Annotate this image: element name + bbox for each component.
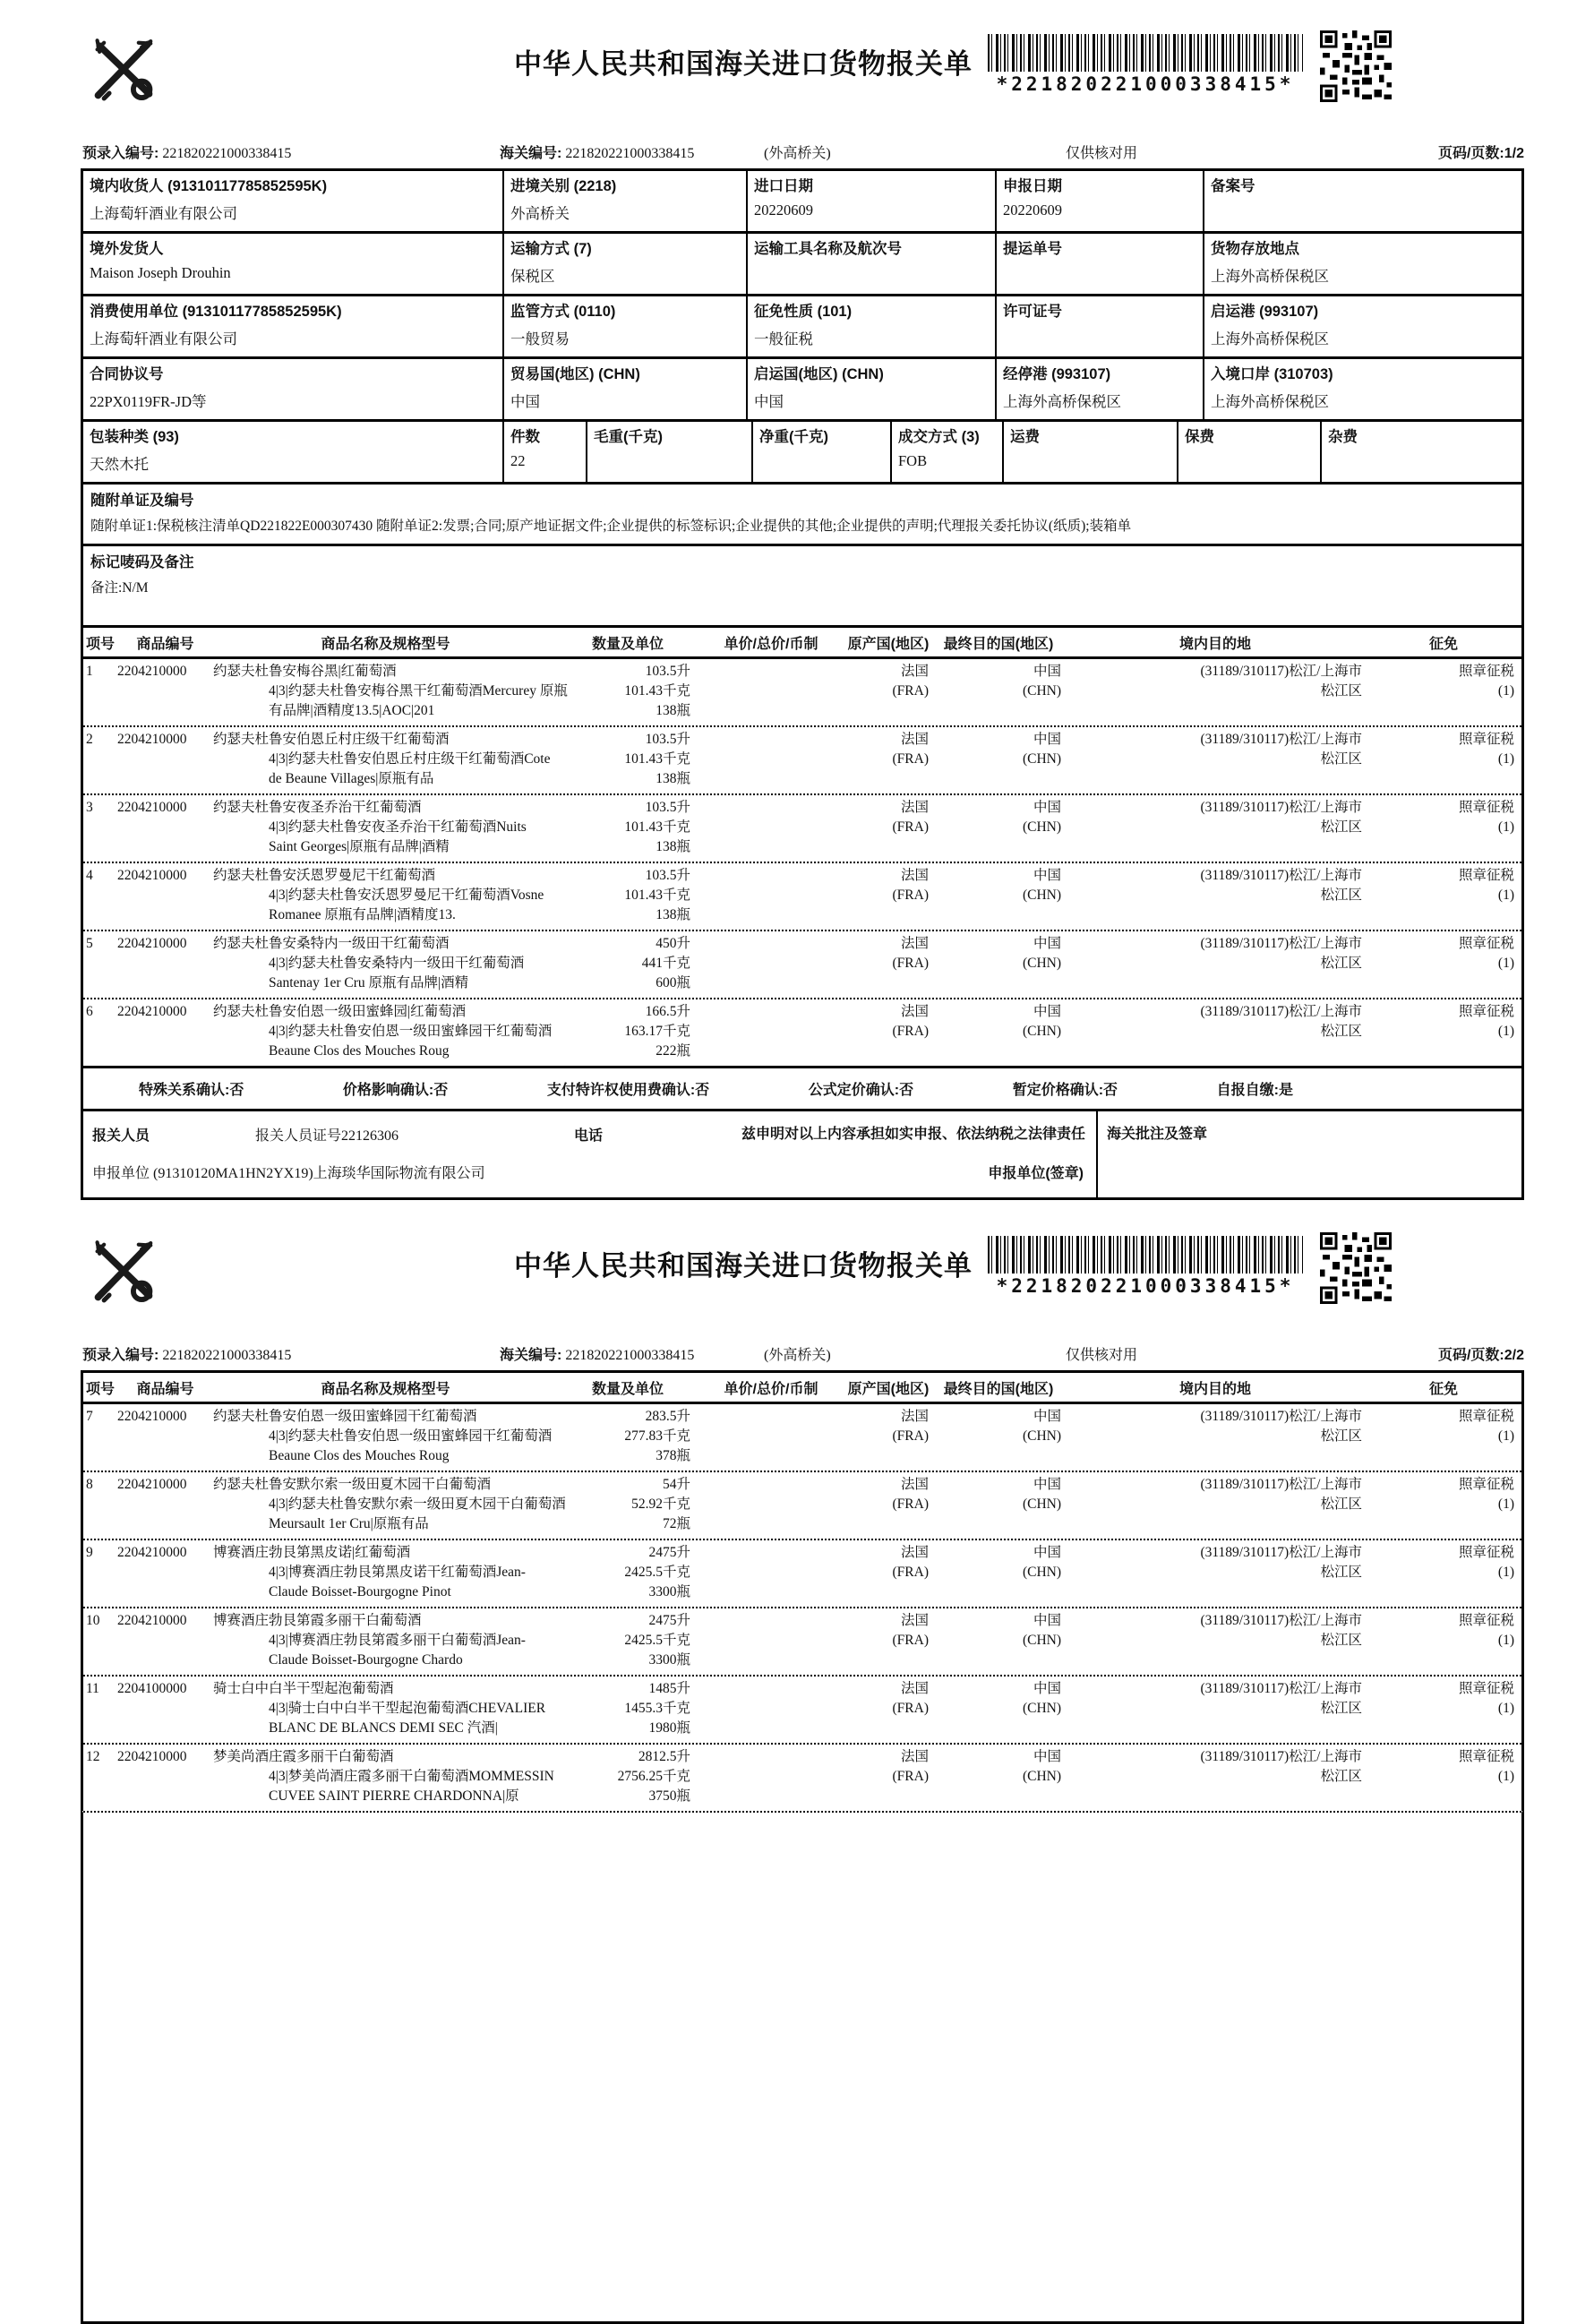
item-name-spec: [213, 1475, 566, 1534]
item-name-line: 有品牌|酒精度13.5|AOC|201: [269, 703, 435, 718]
item-levy-mode: 照章征税 (1): [1458, 1613, 1514, 1648]
field-bill-no: 提运单号: [997, 234, 1204, 294]
item-hs-code: 2204210000: [117, 1613, 187, 1628]
item-name-line: Romanee 原瓶有品牌|酒精度13.: [269, 907, 456, 922]
item-name-line: 4|3|梦美尚酒庄霞多丽干白葡萄酒MOMMESSIN: [269, 1769, 554, 1784]
item-name-spec: [213, 1747, 558, 1806]
item-origin-country: 法国 (FRA): [892, 936, 929, 971]
item-name-line: 4|3|约瑟夫杜鲁安伯恩一级田蜜蜂园干红葡萄酒: [269, 1024, 553, 1039]
item-qty-bottles: 1980瓶: [648, 1720, 690, 1736]
document-title: 中华人民共和国海关进口货物报关单: [514, 48, 973, 80]
barcode-bars: [988, 1236, 1303, 1273]
item-domestic-dest: (31189/310117)松江/上海市 松江区: [1200, 1409, 1362, 1444]
item-name-line: de Beaune Villages|原瓶有品: [269, 771, 434, 786]
item-row: [83, 1675, 1521, 1743]
item-row: [83, 725, 1521, 793]
item-no: 8: [86, 1477, 93, 1492]
item-price: [698, 1475, 844, 1534]
item-domestic-dest: (31189/310117)松江/上海市 松江区: [1200, 1613, 1362, 1648]
item-levy-mode: 照章征税 (1): [1458, 868, 1514, 903]
field-entry-point: 入境口岸 (310703) 上海外高桥保税区: [1211, 366, 1333, 410]
item-qty-volume: 283.5升: [645, 1409, 690, 1424]
item-name-spec: [213, 730, 558, 789]
barcode-number: *221820221000338415*: [996, 73, 1295, 95]
field-license-no: 许可证号: [997, 296, 1204, 356]
item-qty-weight: 52.92千克: [631, 1496, 690, 1512]
item-domestic-dest: (31189/310117)松江/上海市 松江区: [1200, 936, 1362, 971]
attached-documents-text: 随附单证1:保税核注清单QD221822E000307430 随附单证2:发票;合同;原产地证据文件;企业提供的标签标识;企业提供的其他;企业提供的声明;代理报关委托协议(纸质);装箱单: [90, 519, 1132, 534]
pre-entry-no: 预录入编号: 221820221000338415: [82, 146, 292, 161]
item-dest-country: 中国 (CHN): [1022, 800, 1061, 835]
items-table-header: [83, 628, 1521, 659]
field-insurance: 保费: [1178, 422, 1322, 482]
field-departure-country: 启运国(地区) (CHN) 中国: [748, 359, 997, 419]
field-declare-date: 申报日期 20220609: [997, 171, 1204, 231]
item-origin-country: 法国 (FRA): [892, 868, 929, 903]
attached-documents-label: 随附单证及编号: [90, 493, 194, 509]
item-dest-country: 中国 (CHN): [1022, 1749, 1061, 1784]
item-qty-weight: 2425.5千克: [624, 1633, 690, 1648]
item-no: 11: [86, 1681, 99, 1696]
item-qty-volume: 103.5升: [645, 664, 690, 679]
item-qty-weight: 2756.25千克: [617, 1769, 690, 1784]
item-qty-unit: [558, 1002, 698, 1061]
item-dest-country: 中国 (CHN): [1022, 1681, 1061, 1716]
customs-office: (外高桥关): [764, 1348, 831, 1363]
item-domestic-dest: (31189/310117)松江/上海市 松江区: [1200, 1477, 1362, 1512]
field-net-weight: 净重(千克): [753, 422, 892, 482]
item-hs-code: 2204210000: [117, 800, 187, 815]
barcode-number: *221820221000338415*: [996, 1275, 1295, 1297]
item-domestic-dest: (31189/310117)松江/上海市 松江区: [1200, 1749, 1362, 1784]
field-supervision-mode: 监管方式 (0110) 一般贸易: [504, 296, 748, 356]
col-name-spec: 商品名称及规格型号: [321, 1382, 450, 1397]
item-qty-bottles: 3750瓶: [648, 1788, 690, 1804]
customs-note-area: [1098, 1111, 1521, 1197]
item-name-line: 梦美尚酒庄霞多丽干白葡萄酒: [213, 1749, 394, 1764]
col-price-currency: 单价/总价/币制: [724, 1382, 818, 1397]
agent-cert-no: 报关人员证号22126306: [255, 1128, 399, 1144]
item-row: [83, 930, 1521, 998]
item-name-line: 约瑟夫杜鲁安默尔索一级田夏木园干白葡萄酒: [213, 1477, 492, 1492]
item-name-spec: [213, 934, 558, 993]
item-name-line: 约瑟夫杜鲁安梅谷黑|红葡萄酒: [213, 664, 397, 679]
item-price: [698, 730, 844, 789]
item-levy-mode: 照章征税 (1): [1458, 1409, 1514, 1444]
pre-entry-line-page2: [81, 1343, 1524, 1365]
item-qty-volume: 450升: [656, 936, 690, 951]
col-origin-country: 原产国(地区): [847, 637, 930, 652]
item-levy-mode: 照章征税 (1): [1458, 1477, 1514, 1512]
item-name-line: Saint Georges|原瓶有品牌|酒精: [269, 839, 450, 854]
items-body-page2: [83, 1404, 1521, 1811]
item-price: [698, 1407, 844, 1466]
item-no: 12: [86, 1749, 100, 1764]
item-name-line: 4|3|约瑟夫杜鲁安伯恩一级田蜜蜂园干红葡萄酒: [269, 1428, 553, 1444]
item-name-line: 约瑟夫杜鲁安沃恩罗曼尼干红葡萄酒: [213, 868, 436, 883]
item-price: [698, 934, 844, 993]
item-qty-volume: 2812.5升: [638, 1749, 690, 1764]
field-freight: 运费: [1004, 422, 1178, 482]
item-qty-unit: [558, 1679, 698, 1738]
item-hs-code: 2204210000: [117, 1409, 187, 1424]
item-name-line: 4|3|博赛酒庄勃艮第霞多丽干白葡萄酒Jean-: [269, 1633, 526, 1648]
page-number: 页码/页数:2/2: [1437, 1348, 1524, 1363]
item-origin-country: 法国 (FRA): [892, 1477, 929, 1512]
item-qty-bottles: 72瓶: [662, 1516, 690, 1531]
item-qty-bottles: 138瓶: [656, 907, 690, 922]
item-price: [698, 798, 844, 857]
marks-remarks-text: 备注:N/M: [90, 580, 149, 596]
item-domestic-dest: (31189/310117)松江/上海市 松江区: [1200, 1545, 1362, 1580]
item-no: 2: [86, 732, 93, 747]
page-number: 页码/页数:1/2: [1437, 146, 1524, 161]
item-hs-code: 2204210000: [117, 664, 187, 679]
item-price: [698, 1002, 844, 1061]
item-dest-country: 中国 (CHN): [1022, 1613, 1061, 1648]
item-qty-bottles: 138瓶: [656, 703, 690, 718]
field-misc-fee: 杂费: [1328, 429, 1358, 445]
item-name-line: 博赛酒庄勃艮第黑皮诺|红葡萄酒: [213, 1545, 411, 1560]
col-domestic-dest: 境内目的地: [1178, 637, 1251, 652]
declaration-page-2: [81, 1232, 1524, 2324]
item-domestic-dest: (31189/310117)松江/上海市 松江区: [1200, 1681, 1362, 1716]
item-name-spec: [213, 1679, 558, 1738]
item-hs-code: 2204210000: [117, 868, 187, 883]
col-dest-country: 最终目的国(地区): [943, 1382, 1054, 1397]
item-name-line: Claude Boisset-Bourgogne Chardo: [269, 1652, 463, 1668]
item-row: [83, 998, 1521, 1066]
item-name-line: 4|3|博赛酒庄勃艮第黑皮诺干红葡萄酒Jean-: [269, 1565, 526, 1580]
item-qty-weight: 2425.5千克: [624, 1565, 690, 1580]
item-qty-unit: [558, 1611, 698, 1670]
field-consignee: 境内收货人 (91310117785852595K) 上海萄轩酒业有限公司: [83, 171, 504, 231]
col-item-no: 项号: [85, 1382, 115, 1397]
item-name-line: Santenay 1er Cru 原瓶有品牌|酒精: [269, 975, 469, 990]
barcode: [988, 1236, 1303, 1297]
item-levy-mode: 照章征税 (1): [1458, 664, 1514, 699]
item-qty-volume: 103.5升: [645, 800, 690, 815]
field-packing-type: 包装种类 (93) 天然木托: [83, 422, 504, 482]
item-name-line: 4|3|约瑟夫杜鲁安默尔索一级田夏木园干白葡萄酒: [269, 1496, 566, 1512]
confirm-royalty-payment: 支付特许权使用费确认:否: [546, 1083, 710, 1098]
item-no: 10: [86, 1613, 100, 1628]
barcode: [988, 34, 1303, 95]
item-qty-unit: [558, 1407, 698, 1466]
confirm-self-declare: 自报自缴:是: [1216, 1083, 1293, 1098]
items-table-page2: [81, 1370, 1524, 1811]
item-name-line: 4|3|约瑟夫杜鲁安沃恩罗曼尼干红葡萄酒Vosne: [269, 888, 544, 903]
item-price: [698, 1543, 844, 1602]
item-origin-country: 法国 (FRA): [892, 800, 929, 835]
item-origin-country: 法国 (FRA): [892, 664, 929, 699]
item-name-line: 4|3|约瑟夫杜鲁安夜圣乔治干红葡萄酒Nuits: [269, 819, 527, 835]
declare-unit-seal-label: 申报单位(签章): [988, 1166, 1084, 1181]
col-levy: 征免: [1428, 1382, 1458, 1397]
item-qty-bottles: 600瓶: [656, 975, 690, 990]
item-row: [83, 1743, 1521, 1811]
field-terms: 成交方式 (3) FOB: [892, 422, 1004, 482]
item-dest-country: 中国 (CHN): [1022, 732, 1061, 767]
item-row: [83, 1607, 1521, 1675]
item-dest-country: 中国 (CHN): [1022, 1477, 1061, 1512]
page2-header: [81, 1232, 1524, 1340]
item-levy-mode: 照章征税 (1): [1458, 1545, 1514, 1580]
item-qty-volume: 103.5升: [645, 868, 690, 883]
confirm-special-relation: 特殊关系确认:否: [139, 1083, 244, 1098]
item-qty-unit: [558, 730, 698, 789]
declare-unit-line: 申报单位 (91310120MA1HN2YX19)上海琰华国际物流有限公司: [92, 1166, 485, 1181]
marks-remarks-label: 标记唛码及备注: [90, 554, 194, 570]
col-item-no: 项号: [85, 637, 115, 652]
item-name-line: 约瑟夫杜鲁安桑特内一级田干红葡萄酒: [213, 936, 450, 951]
customs-emblem-logo: [86, 1234, 161, 1309]
item-dest-country: 中国 (CHN): [1022, 936, 1061, 971]
item-no: 5: [86, 936, 93, 951]
item-qty-volume: 1485升: [648, 1681, 690, 1696]
item-qty-bottles: 3300瓶: [648, 1584, 690, 1599]
check-note: 仅供核对用: [1066, 1348, 1138, 1363]
item-levy-mode: 照章征税 (1): [1458, 1749, 1514, 1784]
field-transport-mode: 运输方式 (7) 保税区: [504, 234, 748, 294]
item-qty-weight: 101.43千克: [624, 683, 690, 699]
confirm-formula-pricing: 公式定价确认:否: [808, 1083, 914, 1098]
declaration-page-1: [81, 0, 1524, 1200]
customs-no: 海关编号: 221820221000338415: [500, 1348, 695, 1363]
pre-entry-no: 预录入编号: 221820221000338415: [82, 1348, 292, 1363]
item-no: 6: [86, 1004, 93, 1019]
item-dest-country: 中国 (CHN): [1022, 868, 1061, 903]
item-name-spec: [213, 662, 568, 721]
item-qty-volume: 166.5升: [645, 1004, 690, 1019]
item-hs-code: 2204210000: [117, 1749, 187, 1764]
item-qty-weight: 101.43千克: [624, 751, 690, 767]
item-name-line: Claude Boisset-Bourgogne Pinot: [269, 1584, 451, 1599]
item-row: [83, 659, 1521, 725]
item-name-line: 4|3|约瑟夫杜鲁安伯恩丘村庄级干红葡萄酒Cote: [269, 751, 551, 767]
item-origin-country: 法国 (FRA): [892, 1545, 929, 1580]
item-dest-country: 中国 (CHN): [1022, 1004, 1061, 1039]
item-domestic-dest: (31189/310117)松江/上海市 松江区: [1200, 1004, 1362, 1039]
item-dest-country: 中国 (CHN): [1022, 1545, 1061, 1580]
field-record-no: 备案号: [1211, 178, 1255, 194]
item-dest-country: 中国 (CHN): [1022, 1409, 1061, 1444]
item-origin-country: 法国 (FRA): [892, 1004, 929, 1039]
item-domestic-dest: (31189/310117)松江/上海市 松江区: [1200, 664, 1362, 699]
customs-office: (外高桥关): [764, 146, 831, 161]
item-qty-weight: 1455.3千克: [624, 1701, 690, 1716]
item-name-spec: [213, 1407, 558, 1466]
check-note: 仅供核对用: [1066, 146, 1138, 161]
field-shipper: 境外发货人 Maison Joseph Drouhin: [83, 234, 504, 294]
item-name-line: 约瑟夫杜鲁安伯恩一级田蜜蜂园|红葡萄酒: [213, 1004, 467, 1019]
item-qty-volume: 54升: [662, 1477, 690, 1492]
field-trade-country: 贸易国(地区) (CHN) 中国: [504, 359, 748, 419]
item-qty-volume: 2475升: [648, 1545, 690, 1560]
marks-remarks-section: [81, 546, 1524, 628]
item-name-line: 博赛酒庄勃艮第霞多丽干白葡萄酒: [213, 1613, 422, 1628]
customs-no: 海关编号: 221820221000338415: [500, 146, 695, 161]
item-name-spec: [213, 866, 558, 925]
item-qty-unit: [558, 662, 698, 721]
items-table-header: [83, 1373, 1521, 1404]
item-qty-bottles: 3300瓶: [648, 1652, 690, 1668]
footer-declarant-area: [83, 1111, 1098, 1197]
field-departure-port: 启运港 (993107) 上海外高桥保税区: [1211, 304, 1329, 347]
item-qty-weight: 441千克: [641, 956, 690, 971]
field-pieces: 件数 22: [504, 422, 587, 482]
col-domestic-dest: 境内目的地: [1178, 1382, 1251, 1397]
item-qty-weight: 101.43千克: [624, 819, 690, 835]
item-row: [83, 1404, 1521, 1471]
item-domestic-dest: (31189/310117)松江/上海市 松江区: [1200, 732, 1362, 767]
field-levy-nature: 征免性质 (101) 一般征税: [748, 296, 997, 356]
col-qty-unit: 数量及单位: [591, 1382, 664, 1397]
item-levy-mode: 照章征税 (1): [1458, 800, 1514, 835]
qr-code-icon: [1320, 30, 1392, 102]
item-hs-code: 2204210000: [117, 936, 187, 951]
item-origin-country: 法国 (FRA): [892, 1613, 929, 1648]
item-levy-mode: 照章征税 (1): [1458, 1681, 1514, 1716]
item-name-spec: [213, 1543, 558, 1602]
field-import-date: 进口日期 20220609: [748, 171, 997, 231]
phone-label: 电话: [574, 1128, 604, 1144]
confirm-price-influence: 价格影响确认:否: [342, 1083, 449, 1098]
document-title: 中华人民共和国海关进口货物报关单: [514, 1250, 973, 1282]
field-transport-name: 运输工具名称及航次号: [748, 234, 997, 294]
item-qty-bottles: 138瓶: [656, 839, 690, 854]
item-qty-bottles: 378瓶: [656, 1448, 690, 1463]
item-name-line: 4|3|骑士白中白半干型起泡葡萄酒CHEVALIER: [269, 1701, 546, 1716]
customs-emblem-logo: [86, 32, 161, 107]
item-qty-unit: [558, 1475, 698, 1534]
item-qty-unit: [558, 798, 698, 857]
item-price: [698, 662, 844, 721]
item-levy-mode: 照章征税 (1): [1458, 1004, 1514, 1039]
field-consumer-unit: 消费使用单位 (91310117785852595K) 上海萄轩酒业有限公司: [83, 296, 504, 356]
item-name-line: Beaune Clos des Mouches Roug: [269, 1448, 450, 1463]
item-name-line: 约瑟夫杜鲁安伯恩一级田蜜蜂园干红葡萄酒: [213, 1409, 477, 1424]
item-no: 1: [86, 664, 93, 679]
field-entry-customs: 进境关别 (2218) 外高桥关: [504, 171, 748, 231]
item-qty-bottles: 222瓶: [656, 1043, 690, 1059]
item-row: [83, 1539, 1521, 1607]
field-gross-weight: 毛重(千克): [587, 422, 753, 482]
qr-code-icon: [1320, 1232, 1392, 1304]
item-name-spec: [213, 1002, 558, 1061]
item-name-line: CUVEE SAINT PIERRE CHARDONNA|原: [269, 1788, 519, 1804]
field-transit-port: 经停港 (993107) 上海外高桥保税区: [997, 359, 1204, 419]
item-origin-country: 法国 (FRA): [892, 1409, 929, 1444]
item-levy-mode: 照章征税 (1): [1458, 936, 1514, 971]
col-hs-code: 商品编号: [136, 637, 194, 652]
item-name-spec: [213, 1611, 558, 1670]
item-qty-weight: 163.17千克: [624, 1024, 690, 1039]
item-qty-volume: 2475升: [648, 1613, 690, 1628]
item-row: [83, 1471, 1521, 1539]
declaration-statement: 兹申明对以上内容承担如实申报、依法纳税之法律责任: [741, 1127, 1085, 1142]
info-grid: [81, 168, 1524, 485]
item-qty-unit: [558, 866, 698, 925]
col-price-currency: 单价/总价/币制: [724, 637, 818, 652]
item-origin-country: 法国 (FRA): [892, 732, 929, 767]
item-price: [698, 1747, 844, 1806]
item-price: [698, 866, 844, 925]
item-price: [698, 1679, 844, 1738]
field-storage-place: 货物存放地点 上海外高桥保税区: [1211, 241, 1329, 285]
confirm-provisional-price: 暂定价格确认:否: [1012, 1083, 1118, 1098]
item-name-line: 4|3|约瑟夫杜鲁安桑特内一级田干红葡萄酒: [269, 956, 525, 971]
item-domestic-dest: (31189/310117)松江/上海市 松江区: [1200, 800, 1362, 835]
item-name-line: BLANC DE BLANCS DEMI SEC 汽酒|: [269, 1720, 498, 1736]
item-qty-unit: [558, 934, 698, 993]
item-hs-code: 2204210000: [117, 1477, 187, 1492]
item-no: 3: [86, 800, 93, 815]
item-dest-country: 中国 (CHN): [1022, 664, 1061, 699]
item-no: 4: [86, 868, 93, 883]
pre-entry-line-page1: [81, 141, 1524, 163]
item-name-line: Beaune Clos des Mouches Roug: [269, 1043, 450, 1059]
item-name-spec: [213, 798, 558, 857]
item-name-line: 骑士白中白半干型起泡葡萄酒: [213, 1681, 394, 1696]
field-contract-no: 合同协议号 22PX0119FR-JD等: [83, 359, 504, 419]
item-row: [83, 793, 1521, 862]
item-levy-mode: 照章征税 (1): [1458, 732, 1514, 767]
item-hs-code: 2204210000: [117, 1545, 187, 1560]
item-qty-bottles: 138瓶: [656, 771, 690, 786]
item-name-line: Meursault 1er Cru|原瓶有品: [269, 1516, 429, 1531]
item-domestic-dest: (31189/310117)松江/上海市 松江区: [1200, 868, 1362, 903]
item-row: [83, 862, 1521, 930]
col-dest-country: 最终目的国(地区): [943, 637, 1054, 652]
item-name-line: 约瑟夫杜鲁安夜圣乔治干红葡萄酒: [213, 800, 422, 815]
col-origin-country: 原产国(地区): [847, 1382, 930, 1397]
items-body-page1: [83, 659, 1521, 1066]
col-hs-code: 商品编号: [136, 1382, 194, 1397]
customs-note-label: 海关批注及签章: [1107, 1127, 1208, 1142]
agent-label: 报关人员: [92, 1128, 150, 1144]
item-no: 9: [86, 1545, 93, 1560]
item-origin-country: 法国 (FRA): [892, 1681, 929, 1716]
item-hs-code: 2204210000: [117, 1004, 187, 1019]
item-origin-country: 法国 (FRA): [892, 1749, 929, 1784]
item-qty-unit: [558, 1747, 698, 1806]
item-hs-code: 2204210000: [117, 732, 187, 747]
confirmations-row: [81, 1066, 1524, 1109]
item-name-line: 约瑟夫杜鲁安伯恩丘村庄级干红葡萄酒: [213, 732, 450, 747]
item-qty-weight: 277.83千克: [624, 1428, 690, 1444]
barcode-bars: [988, 34, 1303, 72]
item-name-line: 4|3|约瑟夫杜鲁安梅谷黑干红葡萄酒Mercurey 原瓶: [269, 683, 568, 699]
attached-documents-section: [81, 485, 1524, 546]
empty-items-area: [81, 1811, 1524, 2324]
item-price: [698, 1611, 844, 1670]
item-hs-code: 2204100000: [117, 1681, 187, 1696]
col-levy: 征免: [1428, 637, 1458, 652]
footer-section: [81, 1109, 1524, 1200]
items-table-page1: [81, 628, 1524, 1066]
page1-header: [81, 30, 1524, 138]
item-qty-weight: 101.43千克: [624, 888, 690, 903]
item-qty-unit: [558, 1543, 698, 1602]
item-qty-volume: 103.5升: [645, 732, 690, 747]
item-no: 7: [86, 1409, 93, 1424]
col-qty-unit: 数量及单位: [591, 637, 664, 652]
col-name-spec: 商品名称及规格型号: [321, 637, 450, 652]
